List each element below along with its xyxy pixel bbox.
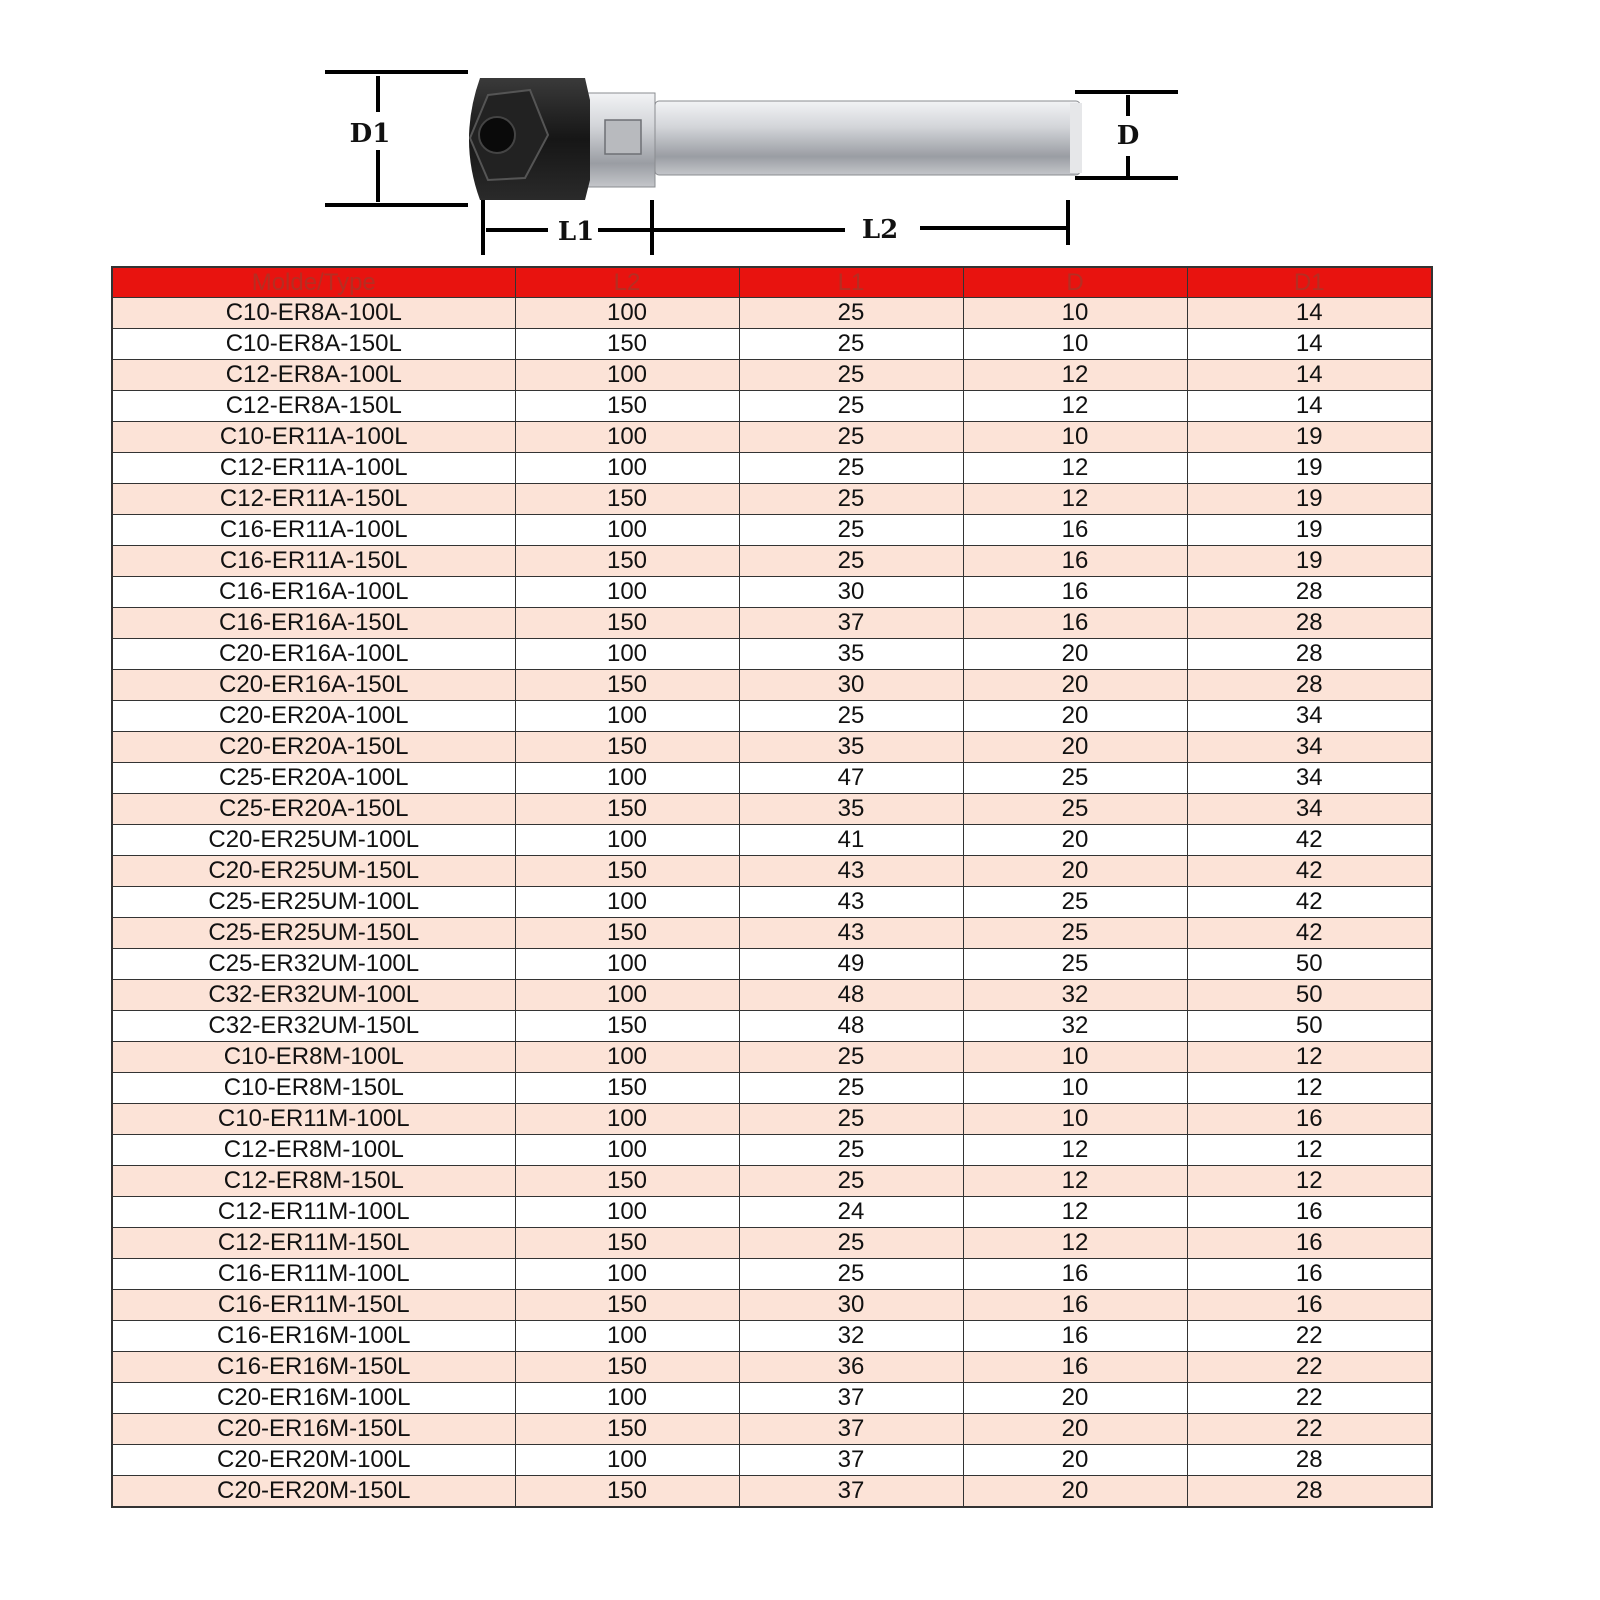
cell-l2: 150 xyxy=(515,1476,739,1508)
cell-l1: 48 xyxy=(739,1011,963,1042)
cell-l1: 24 xyxy=(739,1197,963,1228)
cell-d: 10 xyxy=(963,1042,1187,1073)
cell-type: C16-ER16M-100L xyxy=(112,1321,515,1352)
cell-d1: 34 xyxy=(1187,732,1432,763)
cell-l1: 30 xyxy=(739,1290,963,1321)
cell-type: C20-ER20M-100L xyxy=(112,1445,515,1476)
cell-l1: 35 xyxy=(739,732,963,763)
table-row xyxy=(112,391,1432,422)
cell-l2: 100 xyxy=(515,639,739,670)
table-row xyxy=(112,1321,1432,1352)
cell-l1: 25 xyxy=(739,1104,963,1135)
cell-d: 20 xyxy=(963,732,1187,763)
cell-l1: 25 xyxy=(739,1042,963,1073)
table-row xyxy=(112,546,1432,577)
cell-d1: 34 xyxy=(1187,763,1432,794)
cell-type: C12-ER8A-100L xyxy=(112,360,515,391)
d1-dimension xyxy=(325,72,468,205)
cell-type: C16-ER11A-100L xyxy=(112,515,515,546)
cell-d1: 34 xyxy=(1187,794,1432,825)
cell-d: 32 xyxy=(963,1011,1187,1042)
table-row xyxy=(112,1352,1432,1383)
cell-l2: 150 xyxy=(515,732,739,763)
table-row xyxy=(112,887,1432,918)
cell-d: 12 xyxy=(963,360,1187,391)
cell-d1: 12 xyxy=(1187,1042,1432,1073)
cell-l1: 49 xyxy=(739,949,963,980)
table-row xyxy=(112,980,1432,1011)
table-row xyxy=(112,1445,1432,1476)
table-row xyxy=(112,1042,1432,1073)
cell-l2: 100 xyxy=(515,298,739,329)
cell-d1: 50 xyxy=(1187,980,1432,1011)
cell-d1: 22 xyxy=(1187,1321,1432,1352)
cell-type: C12-ER11A-100L xyxy=(112,453,515,484)
cell-d1: 19 xyxy=(1187,484,1432,515)
cell-d1: 16 xyxy=(1187,1228,1432,1259)
cell-type: C25-ER20A-100L xyxy=(112,763,515,794)
cell-l2: 150 xyxy=(515,608,739,639)
l2-label: L2 xyxy=(861,215,899,245)
cell-l2: 150 xyxy=(515,918,739,949)
cell-d: 32 xyxy=(963,980,1187,1011)
cell-l2: 150 xyxy=(515,1073,739,1104)
cell-type: C25-ER25UM-100L xyxy=(112,887,515,918)
cell-l2: 150 xyxy=(515,1011,739,1042)
cell-l2: 150 xyxy=(515,670,739,701)
header-d1: D1 xyxy=(1187,267,1432,298)
cell-d1: 19 xyxy=(1187,515,1432,546)
cell-d: 12 xyxy=(963,391,1187,422)
cell-l1: 25 xyxy=(739,360,963,391)
cell-d1: 28 xyxy=(1187,670,1432,701)
cell-d1: 28 xyxy=(1187,608,1432,639)
cell-type: C10-ER8A-100L xyxy=(112,298,515,329)
cell-l1: 25 xyxy=(739,1228,963,1259)
cell-d1: 12 xyxy=(1187,1073,1432,1104)
cell-type: C20-ER25UM-150L xyxy=(112,856,515,887)
cell-d: 16 xyxy=(963,515,1187,546)
cell-l2: 100 xyxy=(515,949,739,980)
table-row xyxy=(112,1197,1432,1228)
cell-l2: 100 xyxy=(515,422,739,453)
cell-d: 16 xyxy=(963,1321,1187,1352)
table-row xyxy=(112,763,1432,794)
cell-type: C10-ER11A-100L xyxy=(112,422,515,453)
cell-l2: 100 xyxy=(515,515,739,546)
d-label: D xyxy=(1116,121,1140,151)
cell-l1: 30 xyxy=(739,577,963,608)
table-row xyxy=(112,1414,1432,1445)
cell-l1: 48 xyxy=(739,980,963,1011)
cell-l1: 25 xyxy=(739,546,963,577)
cell-d1: 42 xyxy=(1187,856,1432,887)
cell-type: C32-ER32UM-100L xyxy=(112,980,515,1011)
cell-type: C12-ER11M-150L xyxy=(112,1228,515,1259)
table-row xyxy=(112,422,1432,453)
cell-d1: 50 xyxy=(1187,949,1432,980)
cell-l1: 25 xyxy=(739,1166,963,1197)
cell-type: C25-ER20A-150L xyxy=(112,794,515,825)
table-row xyxy=(112,1476,1432,1508)
cell-type: C12-ER8M-150L xyxy=(112,1166,515,1197)
cell-type: C12-ER11A-150L xyxy=(112,484,515,515)
cell-d1: 42 xyxy=(1187,887,1432,918)
cell-l2: 150 xyxy=(515,329,739,360)
cell-type: C16-ER16M-150L xyxy=(112,1352,515,1383)
cell-l1: 35 xyxy=(739,639,963,670)
cell-d: 10 xyxy=(963,422,1187,453)
table-row xyxy=(112,670,1432,701)
cell-l2: 100 xyxy=(515,577,739,608)
table-row xyxy=(112,608,1432,639)
cell-d: 12 xyxy=(963,1166,1187,1197)
cell-l2: 150 xyxy=(515,1414,739,1445)
table-row xyxy=(112,329,1432,360)
table-row xyxy=(112,1166,1432,1197)
cell-type: C32-ER32UM-150L xyxy=(112,1011,515,1042)
cell-d1: 42 xyxy=(1187,918,1432,949)
header-d: D xyxy=(963,267,1187,298)
table-header-row xyxy=(112,267,1432,298)
table-row xyxy=(112,1259,1432,1290)
cell-d: 12 xyxy=(963,1228,1187,1259)
cell-d1: 16 xyxy=(1187,1104,1432,1135)
cell-type: C20-ER20A-150L xyxy=(112,732,515,763)
cell-d: 20 xyxy=(963,1476,1187,1508)
cell-d1: 28 xyxy=(1187,1445,1432,1476)
cell-l1: 37 xyxy=(739,1414,963,1445)
table-row xyxy=(112,360,1432,391)
cell-d1: 16 xyxy=(1187,1259,1432,1290)
cell-l2: 150 xyxy=(515,794,739,825)
cell-l1: 25 xyxy=(739,1259,963,1290)
cell-type: C10-ER8M-100L xyxy=(112,1042,515,1073)
cell-type: C20-ER16A-100L xyxy=(112,639,515,670)
cell-d: 16 xyxy=(963,546,1187,577)
cell-l1: 25 xyxy=(739,298,963,329)
cell-d: 10 xyxy=(963,329,1187,360)
cell-d1: 12 xyxy=(1187,1166,1432,1197)
cell-d1: 16 xyxy=(1187,1290,1432,1321)
cell-l1: 25 xyxy=(739,391,963,422)
cell-type: C10-ER11M-100L xyxy=(112,1104,515,1135)
cell-d1: 19 xyxy=(1187,453,1432,484)
cell-l1: 25 xyxy=(739,1135,963,1166)
cell-l1: 25 xyxy=(739,453,963,484)
l1-label: L1 xyxy=(557,217,595,247)
cell-l2: 100 xyxy=(515,1104,739,1135)
cell-l1: 35 xyxy=(739,794,963,825)
cell-d: 16 xyxy=(963,577,1187,608)
table-row xyxy=(112,298,1432,329)
cell-d: 10 xyxy=(963,1104,1187,1135)
cell-l2: 150 xyxy=(515,1290,739,1321)
cell-d: 20 xyxy=(963,1414,1187,1445)
cell-l1: 32 xyxy=(739,1321,963,1352)
cell-d1: 14 xyxy=(1187,360,1432,391)
cell-d: 12 xyxy=(963,1135,1187,1166)
cell-l2: 100 xyxy=(515,360,739,391)
cell-l2: 100 xyxy=(515,1135,739,1166)
table-row xyxy=(112,515,1432,546)
header-l1: L1 xyxy=(739,267,963,298)
header-type: Molde/Type xyxy=(112,267,515,298)
cell-d: 16 xyxy=(963,1259,1187,1290)
cell-d: 12 xyxy=(963,1197,1187,1228)
d1-label: D1 xyxy=(349,119,391,149)
cell-d: 20 xyxy=(963,1445,1187,1476)
collet-chuck-diagram xyxy=(0,0,1600,260)
cell-type: C16-ER11A-150L xyxy=(112,546,515,577)
cell-l2: 100 xyxy=(515,1197,739,1228)
cell-d: 25 xyxy=(963,763,1187,794)
table-row xyxy=(112,453,1432,484)
cell-type: C16-ER16A-150L xyxy=(112,608,515,639)
cell-l1: 25 xyxy=(739,515,963,546)
table-row xyxy=(112,639,1432,670)
cell-type: C25-ER32UM-100L xyxy=(112,949,515,980)
cell-d: 25 xyxy=(963,949,1187,980)
cell-d1: 28 xyxy=(1187,1476,1432,1508)
cell-d1: 19 xyxy=(1187,546,1432,577)
table-row xyxy=(112,577,1432,608)
cell-type: C16-ER11M-100L xyxy=(112,1259,515,1290)
cell-l1: 43 xyxy=(739,887,963,918)
cell-d: 25 xyxy=(963,918,1187,949)
cell-d: 12 xyxy=(963,453,1187,484)
cell-d: 16 xyxy=(963,1290,1187,1321)
table-row xyxy=(112,1104,1432,1135)
cell-type: C16-ER11M-150L xyxy=(112,1290,515,1321)
cell-type: C20-ER16M-150L xyxy=(112,1414,515,1445)
cell-l1: 25 xyxy=(739,484,963,515)
table-body xyxy=(112,298,1432,1508)
cell-l2: 100 xyxy=(515,980,739,1011)
cell-type: C10-ER8A-150L xyxy=(112,329,515,360)
cell-l2: 100 xyxy=(515,763,739,794)
cell-type: C25-ER25UM-150L xyxy=(112,918,515,949)
cell-l2: 100 xyxy=(515,887,739,918)
cell-l2: 150 xyxy=(515,1352,739,1383)
cell-l2: 150 xyxy=(515,546,739,577)
cell-d1: 28 xyxy=(1187,577,1432,608)
cell-d1: 14 xyxy=(1187,329,1432,360)
cell-l1: 25 xyxy=(739,422,963,453)
cell-l2: 100 xyxy=(515,701,739,732)
cell-d: 20 xyxy=(963,1383,1187,1414)
cell-d1: 22 xyxy=(1187,1383,1432,1414)
table-row xyxy=(112,794,1432,825)
cell-d1: 50 xyxy=(1187,1011,1432,1042)
cell-type: C12-ER8A-150L xyxy=(112,391,515,422)
table-row xyxy=(112,949,1432,980)
cell-l1: 25 xyxy=(739,329,963,360)
table-row xyxy=(112,918,1432,949)
tool-shank xyxy=(585,93,1082,187)
cell-d1: 19 xyxy=(1187,422,1432,453)
cell-type: C20-ER16M-100L xyxy=(112,1383,515,1414)
table-row xyxy=(112,732,1432,763)
cell-l2: 150 xyxy=(515,1228,739,1259)
cell-l2: 100 xyxy=(515,1445,739,1476)
cell-d: 20 xyxy=(963,701,1187,732)
header-l2: L2 xyxy=(515,267,739,298)
table-row xyxy=(112,1290,1432,1321)
cell-l1: 37 xyxy=(739,608,963,639)
cell-type: C10-ER8M-150L xyxy=(112,1073,515,1104)
cell-d1: 14 xyxy=(1187,298,1432,329)
table-row xyxy=(112,1135,1432,1166)
cell-l1: 47 xyxy=(739,763,963,794)
table-row xyxy=(112,1073,1432,1104)
cell-l1: 43 xyxy=(739,918,963,949)
cell-l1: 37 xyxy=(739,1445,963,1476)
table-row xyxy=(112,1011,1432,1042)
cell-type: C20-ER16A-150L xyxy=(112,670,515,701)
cell-d: 16 xyxy=(963,608,1187,639)
cell-l2: 100 xyxy=(515,1383,739,1414)
cell-d1: 22 xyxy=(1187,1414,1432,1445)
table-row xyxy=(112,856,1432,887)
cell-d: 20 xyxy=(963,670,1187,701)
cell-d1: 28 xyxy=(1187,639,1432,670)
spec-table xyxy=(111,266,1433,1508)
table-row xyxy=(112,1383,1432,1414)
cell-l2: 100 xyxy=(515,1321,739,1352)
cell-d1: 16 xyxy=(1187,1197,1432,1228)
cell-d1: 22 xyxy=(1187,1352,1432,1383)
cell-d: 25 xyxy=(963,887,1187,918)
collet-nut xyxy=(469,78,590,200)
cell-d: 20 xyxy=(963,825,1187,856)
table-row xyxy=(112,484,1432,515)
table-row xyxy=(112,1228,1432,1259)
cell-type: C20-ER20A-100L xyxy=(112,701,515,732)
cell-l2: 100 xyxy=(515,1259,739,1290)
cell-type: C12-ER11M-100L xyxy=(112,1197,515,1228)
cell-l2: 150 xyxy=(515,484,739,515)
cell-l1: 25 xyxy=(739,701,963,732)
table-row xyxy=(112,701,1432,732)
cell-d: 20 xyxy=(963,639,1187,670)
cell-d1: 42 xyxy=(1187,825,1432,856)
cell-l2: 100 xyxy=(515,825,739,856)
cell-type: C12-ER8M-100L xyxy=(112,1135,515,1166)
cell-l1: 36 xyxy=(739,1352,963,1383)
cell-d1: 34 xyxy=(1187,701,1432,732)
cell-d1: 14 xyxy=(1187,391,1432,422)
cell-d: 25 xyxy=(963,794,1187,825)
cell-l1: 41 xyxy=(739,825,963,856)
cell-d: 10 xyxy=(963,1073,1187,1104)
cell-l2: 150 xyxy=(515,391,739,422)
cell-d: 10 xyxy=(963,298,1187,329)
cell-l1: 30 xyxy=(739,670,963,701)
cell-l1: 25 xyxy=(739,1073,963,1104)
cell-type: C16-ER16A-100L xyxy=(112,577,515,608)
cell-d: 20 xyxy=(963,856,1187,887)
table-row xyxy=(112,825,1432,856)
cell-l2: 150 xyxy=(515,856,739,887)
cell-l2: 100 xyxy=(515,453,739,484)
cell-l1: 43 xyxy=(739,856,963,887)
cell-l2: 100 xyxy=(515,1042,739,1073)
cell-type: C20-ER25UM-100L xyxy=(112,825,515,856)
cell-d: 16 xyxy=(963,1352,1187,1383)
cell-l1: 37 xyxy=(739,1383,963,1414)
cell-d1: 12 xyxy=(1187,1135,1432,1166)
cell-l1: 37 xyxy=(739,1476,963,1508)
cell-d: 12 xyxy=(963,484,1187,515)
cell-l2: 150 xyxy=(515,1166,739,1197)
cell-type: C20-ER20M-150L xyxy=(112,1476,515,1508)
